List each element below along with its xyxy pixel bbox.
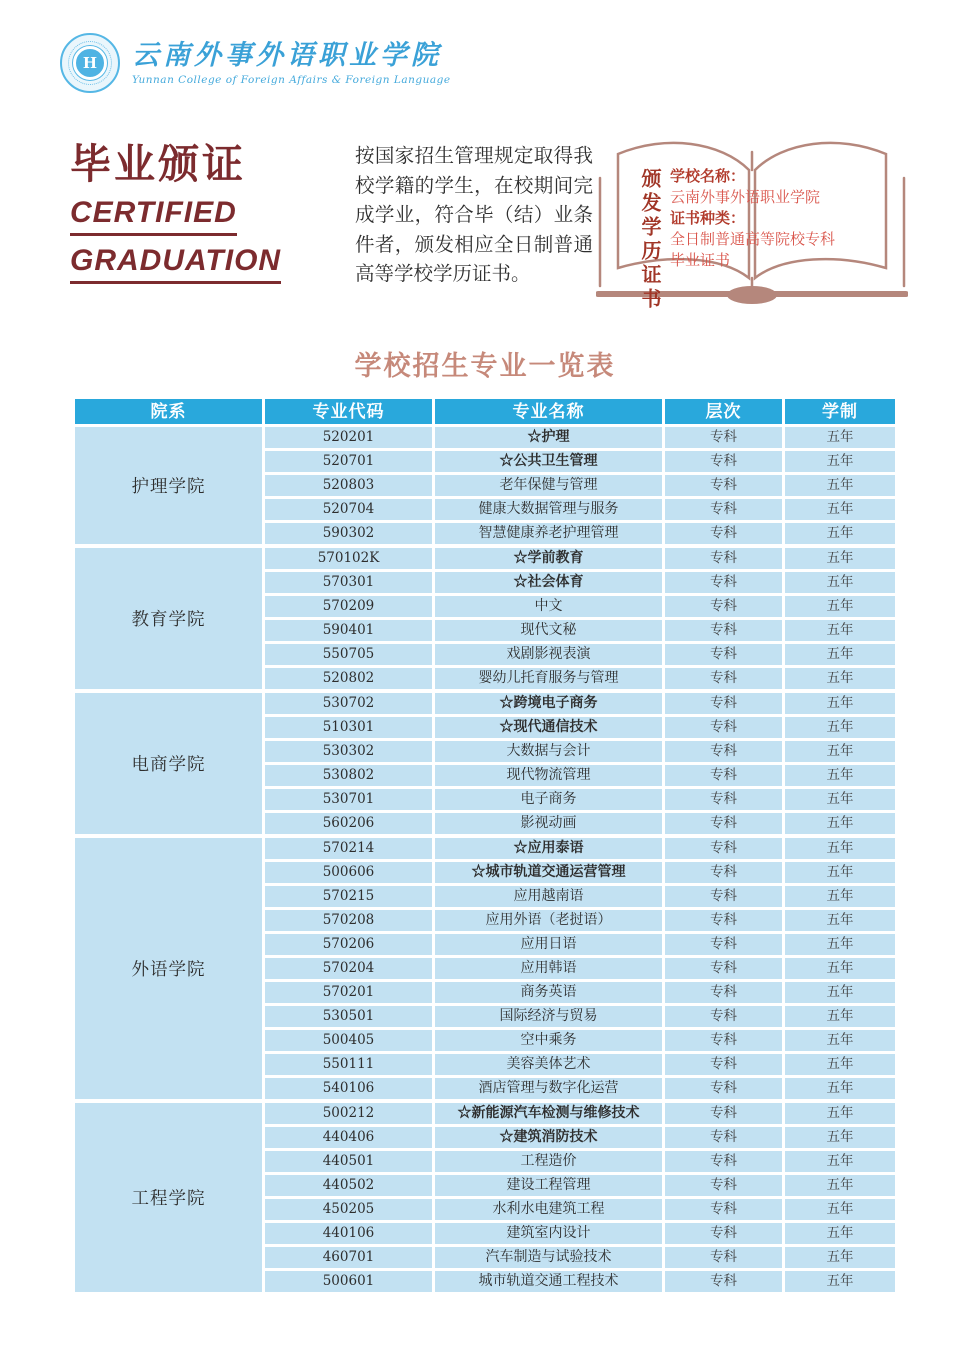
cell-level: 专科: [665, 910, 782, 931]
section-title-cn: 毕业颁证: [70, 141, 246, 187]
cell-level: 专科: [665, 668, 782, 689]
book-info-block: [670, 166, 880, 271]
cell-code: 550705: [265, 644, 432, 665]
cell-duration: 五年: [785, 934, 895, 955]
table-row: [265, 1078, 895, 1099]
cell-level: 专科: [665, 644, 782, 665]
table-row: [265, 1175, 895, 1196]
cell-level: 专科: [665, 1247, 782, 1268]
cell-duration: 五年: [785, 499, 895, 520]
section-title-en-line1: CERTIFIED: [70, 196, 237, 236]
cert-type-value-line1: 全日制普通高等院校专科: [670, 230, 836, 248]
cell-major: 水利水电建筑工程: [435, 1199, 662, 1220]
cell-duration: 五年: [785, 1271, 895, 1292]
cell-duration: 五年: [785, 572, 895, 593]
table-body: [75, 427, 895, 1292]
cell-level: 专科: [665, 1175, 782, 1196]
cell-major: ☆现代通信技术: [435, 717, 662, 738]
table-row: [265, 934, 895, 955]
cell-code: 590302: [265, 523, 432, 544]
cell-duration: 五年: [785, 620, 895, 641]
cell-code: 520201: [265, 427, 432, 448]
cell-code: 570206: [265, 934, 432, 955]
cell-major: ☆护理: [435, 427, 662, 448]
school-name-value: 云南外事外语职业学院: [670, 188, 821, 206]
cell-code: 530701: [265, 789, 432, 810]
cell-level: 专科: [665, 475, 782, 496]
cell-major: 空中乘务: [435, 1030, 662, 1051]
cell-code: 540106: [265, 1078, 432, 1099]
cell-duration: 五年: [785, 958, 895, 979]
table-row: [265, 1103, 895, 1124]
table-row: [265, 813, 895, 834]
cell-code: 530302: [265, 741, 432, 762]
cell-major: 大数据与会计: [435, 741, 662, 762]
cell-code: 570201: [265, 982, 432, 1003]
table-row: [265, 523, 895, 544]
cell-duration: 五年: [785, 1247, 895, 1268]
cell-duration: 五年: [785, 1175, 895, 1196]
cell-duration: 五年: [785, 1006, 895, 1027]
cell-major: 健康大数据管理与服务: [435, 499, 662, 520]
cell-code: 590401: [265, 620, 432, 641]
cell-major: ☆城市轨道交通运营管理: [435, 862, 662, 883]
column-header-level: 层次: [665, 399, 782, 424]
cell-major: 国际经济与贸易: [435, 1006, 662, 1027]
cell-duration: 五年: [785, 451, 895, 472]
cell-major: 商务英语: [435, 982, 662, 1003]
table-row: [265, 789, 895, 810]
cell-code: 500212: [265, 1103, 432, 1124]
cell-major: 酒店管理与数字化运营: [435, 1078, 662, 1099]
department-group: [75, 548, 895, 689]
cell-code: 570214: [265, 838, 432, 859]
cell-major: ☆公共卫生管理: [435, 451, 662, 472]
section-body-text: 按国家招生管理规定取得我校学籍的学生，在校期间完成学业，符合毕（结）业条件者，颁发相应全日制普通高等学校学历证书。: [355, 144, 593, 285]
seal-ring: [68, 41, 112, 85]
cell-code: 530802: [265, 765, 432, 786]
cell-level: 专科: [665, 596, 782, 617]
section-title-block: [70, 140, 340, 284]
cell-level: 专科: [665, 427, 782, 448]
cell-level: 专科: [665, 1054, 782, 1075]
table-row: [265, 596, 895, 617]
department-group: [75, 693, 895, 834]
table-row: [265, 572, 895, 593]
cell-level: 专科: [665, 717, 782, 738]
cell-duration: 五年: [785, 765, 895, 786]
cell-code: 520704: [265, 499, 432, 520]
cell-code: 550111: [265, 1054, 432, 1075]
table-row: [265, 982, 895, 1003]
cell-level: 专科: [665, 934, 782, 955]
table-row: [265, 1006, 895, 1027]
cell-major: 老年保健与管理: [435, 475, 662, 496]
cell-duration: 五年: [785, 1103, 895, 1124]
cell-code: 500606: [265, 862, 432, 883]
cell-duration: 五年: [785, 862, 895, 883]
cell-level: 专科: [665, 1030, 782, 1051]
cell-duration: 五年: [785, 717, 895, 738]
table-row: [265, 1199, 895, 1220]
cell-code: 570208: [265, 910, 432, 931]
cell-level: 专科: [665, 1006, 782, 1027]
table-row: [265, 427, 895, 448]
cell-level: 专科: [665, 886, 782, 907]
cell-major: 电子商务: [435, 789, 662, 810]
cell-level: 专科: [665, 1199, 782, 1220]
cell-duration: 五年: [785, 789, 895, 810]
cell-duration: 五年: [785, 838, 895, 859]
cell-code: 530501: [265, 1006, 432, 1027]
table-row: [265, 548, 895, 569]
table-row: [265, 668, 895, 689]
cell-level: 专科: [665, 693, 782, 714]
department-cell: 电商学院: [75, 693, 262, 834]
cell-major: 建设工程管理: [435, 1175, 662, 1196]
cell-code: 440106: [265, 1223, 432, 1244]
cell-major: 城市轨道交通工程技术: [435, 1271, 662, 1292]
cell-duration: 五年: [785, 1223, 895, 1244]
cell-duration: 五年: [785, 475, 895, 496]
department-cell: 外语学院: [75, 838, 262, 1099]
cell-major: ☆社会体育: [435, 572, 662, 593]
cell-major: 建筑室内设计: [435, 1223, 662, 1244]
cell-code: 570215: [265, 886, 432, 907]
cell-level: 专科: [665, 838, 782, 859]
cell-level: 专科: [665, 499, 782, 520]
school-logo-row: [60, 33, 451, 93]
cell-level: 专科: [665, 548, 782, 569]
cell-level: 专科: [665, 813, 782, 834]
cell-major: 工程造价: [435, 1151, 662, 1172]
department-group: [75, 1103, 895, 1292]
cert-type-label: 证书种类：: [670, 209, 746, 227]
cell-major: 应用越南语: [435, 886, 662, 907]
cell-level: 专科: [665, 620, 782, 641]
cell-duration: 五年: [785, 693, 895, 714]
cell-duration: 五年: [785, 596, 895, 617]
column-header-duration: 学制: [785, 399, 895, 424]
school-seal-icon: [60, 33, 120, 93]
table-row: [265, 1223, 895, 1244]
cell-code: 570209: [265, 596, 432, 617]
cell-major: ☆建筑消防技术: [435, 1127, 662, 1148]
cell-code: 530702: [265, 693, 432, 714]
cell-code: 520802: [265, 668, 432, 689]
cell-major: 中文: [435, 596, 662, 617]
table-row: [265, 693, 895, 714]
cell-major: 美容美体艺术: [435, 1054, 662, 1075]
school-name-en: Yunnan College of Foreign Affairs & Foreign Language: [132, 73, 451, 86]
cell-level: 专科: [665, 523, 782, 544]
cell-code: 500405: [265, 1030, 432, 1051]
table-row: [265, 741, 895, 762]
cell-code: 570102K: [265, 548, 432, 569]
cell-duration: 五年: [785, 1127, 895, 1148]
cell-major: ☆应用泰语: [435, 838, 662, 859]
table-row: [265, 717, 895, 738]
department-rows: [265, 548, 895, 689]
cell-level: 专科: [665, 765, 782, 786]
cell-level: 专科: [665, 1078, 782, 1099]
school-name-cn: 云南外事外语职业学院: [132, 39, 442, 71]
cell-major: ☆学前教育: [435, 548, 662, 569]
cell-duration: 五年: [785, 523, 895, 544]
cell-duration: 五年: [785, 427, 895, 448]
department-rows: [265, 838, 895, 1099]
cell-major: 汽车制造与试验技术: [435, 1247, 662, 1268]
table-row: [265, 451, 895, 472]
cert-type-value-line2: 毕业证书: [670, 251, 731, 269]
cell-duration: 五年: [785, 548, 895, 569]
table-row: [265, 644, 895, 665]
section-title-en-line2: GRADUATION: [70, 244, 281, 284]
department-group: [75, 838, 895, 1099]
cell-level: 专科: [665, 451, 782, 472]
table-row: [265, 1054, 895, 1075]
cell-code: 520803: [265, 475, 432, 496]
cell-code: 560206: [265, 813, 432, 834]
cell-code: 440406: [265, 1127, 432, 1148]
cell-code: 500601: [265, 1271, 432, 1292]
school-name-label: 学校名称：: [670, 167, 746, 185]
cell-code: 440501: [265, 1151, 432, 1172]
cell-duration: 五年: [785, 1030, 895, 1051]
table-row: [265, 1030, 895, 1051]
certificate-book-graphic: [596, 126, 908, 326]
cell-level: 专科: [665, 1127, 782, 1148]
department-group: [75, 427, 895, 544]
table-row: [265, 1127, 895, 1148]
cell-level: 专科: [665, 862, 782, 883]
department-cell: 教育学院: [75, 548, 262, 689]
cell-code: 570301: [265, 572, 432, 593]
cell-level: 专科: [665, 1151, 782, 1172]
department-rows: [265, 693, 895, 834]
cell-major: ☆跨境电子商务: [435, 693, 662, 714]
cell-major: 应用日语: [435, 934, 662, 955]
table-row: [265, 620, 895, 641]
table-header-row: [75, 399, 895, 424]
column-header-major: 专业名称: [435, 399, 662, 424]
cell-code: 510301: [265, 717, 432, 738]
cell-duration: 五年: [785, 886, 895, 907]
cell-duration: 五年: [785, 668, 895, 689]
cell-duration: 五年: [785, 982, 895, 1003]
seal-monogram: H: [73, 46, 107, 80]
column-header-department: 院系: [75, 399, 262, 424]
cell-code: 460701: [265, 1247, 432, 1268]
cell-duration: 五年: [785, 813, 895, 834]
cell-duration: 五年: [785, 910, 895, 931]
cell-major: 现代物流管理: [435, 765, 662, 786]
table-row: [265, 886, 895, 907]
cell-duration: 五年: [785, 644, 895, 665]
cell-major: 应用韩语: [435, 958, 662, 979]
cell-duration: 五年: [785, 1151, 895, 1172]
table-row: [265, 910, 895, 931]
cell-major: 应用外语（老挝语）: [435, 910, 662, 931]
table-row: [265, 1247, 895, 1268]
book-vertical-label: 颁发学历证书: [638, 168, 662, 312]
table-row: [265, 1151, 895, 1172]
cell-level: 专科: [665, 1223, 782, 1244]
cell-level: 专科: [665, 982, 782, 1003]
cell-major: 影视动画: [435, 813, 662, 834]
majors-table: [75, 399, 895, 1296]
cell-code: 570204: [265, 958, 432, 979]
cell-level: 专科: [665, 1271, 782, 1292]
table-row: [265, 765, 895, 786]
cell-major: ☆新能源汽车检测与维修技术: [435, 1103, 662, 1124]
department-cell: 护理学院: [75, 427, 262, 544]
cell-duration: 五年: [785, 1078, 895, 1099]
cell-major: 戏剧影视表演: [435, 644, 662, 665]
cell-major: 婴幼儿托育服务与管理: [435, 668, 662, 689]
table-row: [265, 499, 895, 520]
school-names: [132, 41, 451, 86]
cell-level: 专科: [665, 958, 782, 979]
cell-level: 专科: [665, 1103, 782, 1124]
department-rows: [265, 1103, 895, 1292]
table-row: [265, 1271, 895, 1292]
department-rows: [265, 427, 895, 544]
cell-level: 专科: [665, 572, 782, 593]
cell-duration: 五年: [785, 1199, 895, 1220]
cell-code: 440502: [265, 1175, 432, 1196]
cell-major: 现代文秘: [435, 620, 662, 641]
cell-duration: 五年: [785, 1054, 895, 1075]
cell-code: 520701: [265, 451, 432, 472]
table-row: [265, 838, 895, 859]
column-header-code: 专业代码: [265, 399, 432, 424]
table-title: 学校招生专业一览表: [354, 351, 616, 381]
table-row: [265, 862, 895, 883]
department-cell: 工程学院: [75, 1103, 262, 1292]
cell-duration: 五年: [785, 741, 895, 762]
cell-level: 专科: [665, 789, 782, 810]
cell-code: 450205: [265, 1199, 432, 1220]
cell-major: 智慧健康养老护理管理: [435, 523, 662, 544]
cell-level: 专科: [665, 741, 782, 762]
table-row: [265, 958, 895, 979]
table-row: [265, 475, 895, 496]
